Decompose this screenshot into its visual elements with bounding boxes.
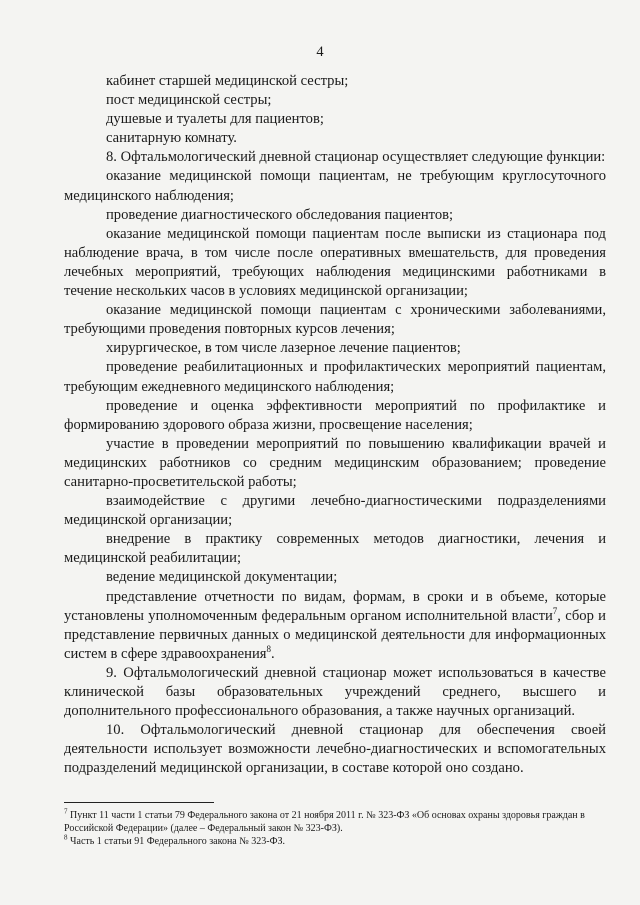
paragraph: 8. Офтальмологический дневной стационар осуществляет следующие функции: [106, 149, 606, 166]
footnotes [64, 807, 606, 850]
paragraph: оказание медицинской помощи пациентам после выписки из стационара под наблюдение врача, в том числе после оперативных вмешательств, для проведения лечебных мероприятий, требующих наблюдения медицинскими работниками в течение нескольких часов в условиях медицинской организации; [64, 225, 606, 300]
paragraph: 9. Офтальмологический дневной стационар может использоваться в качестве клинической базы образовательных учреждений среднего, высшего и дополнительного профессионального образования, а также научных организаций. [64, 664, 606, 720]
paragraph: внедрение в практику современных методов диагностики, лечения и медицинской реабилитации; [64, 531, 606, 567]
paragraph: проведение и оценка эффективности мероприятий по профилактике и формированию здорового образа жизни, просвещение населения; [64, 397, 606, 433]
paragraph: участие в проведении мероприятий по повышению квалификации врачей и медицинских работников со средним медицинским образованием; проведение санитарно-просветительской работы; [64, 435, 606, 490]
paragraph: проведение реабилитационных и профилактических мероприятий пациентам, требующим ежедневного медицинского наблюдения; [64, 359, 606, 395]
page-number: 4 [316, 44, 324, 60]
paragraph: хирургическое, в том числе лазерное лечение пациентов; [106, 340, 461, 357]
paragraph: взаимодействие с другими лечебно-диагностическими подразделениями медицинской организации; [64, 493, 606, 529]
paragraph: душевые и туалеты для пациентов; [106, 111, 324, 128]
footnote-text: Пункт 11 части 1 статьи 79 Федерального закона от 21 ноября 2011 г. № 323-ФЗ «Об основах охраны здоровья граждан в Российской Федерации» (далее – Федеральный закон № 323-ФЗ). [64, 810, 585, 834]
footnote-ref-8[interactable]: 8 [266, 643, 271, 654]
paragraph: санитарную комнату. [106, 130, 237, 147]
paragraph-text-continued: , сбор и представление первичных данных о медицинской деятельности для информационных систем в сфере здравоохранения [64, 607, 606, 662]
paragraph-with-footnotes [64, 588, 606, 664]
footnote-text: Часть 1 статьи 91 Федерального закона № 323-ФЗ. [70, 836, 286, 848]
paragraph: проведение диагностического обследования пациентов; [106, 206, 454, 223]
footnote-ref-7[interactable]: 7 [552, 605, 558, 616]
document-body [64, 72, 606, 778]
paragraph: ведение медицинской документации; [106, 569, 338, 586]
paragraph: оказание медицинской помощи пациентам с хроническими заболеваниями, требующими проведения повторных курсов лечения; [64, 302, 606, 338]
paragraph: пост медицинской сестры; [106, 92, 272, 109]
footnote-7 [64, 807, 606, 835]
paragraph: кабинет старшей медицинской сестры; [106, 73, 349, 89]
footnote-separator [64, 802, 214, 803]
footnote-mark: 7 [64, 807, 68, 816]
footnote-8 [64, 833, 606, 849]
paragraph-text-end: . [270, 645, 275, 662]
paragraph: 10. Офтальмологический дневной стационар для обеспечения своей деятельности использует возможности лечебно-диагностических и вспомогательных подразделений медицинской организации, в составе которой оно создано. [64, 722, 606, 777]
paragraph: оказание медицинской помощи пациентам, не требующим круглосуточного медицинского наблюдения; [64, 168, 606, 204]
paragraph-text: представление отчетности по видам, формам, в сроки и в объеме, которые установлены уполномоченным федеральным органом исполнительной власти [64, 588, 606, 624]
footnote-mark: 8 [64, 833, 68, 842]
